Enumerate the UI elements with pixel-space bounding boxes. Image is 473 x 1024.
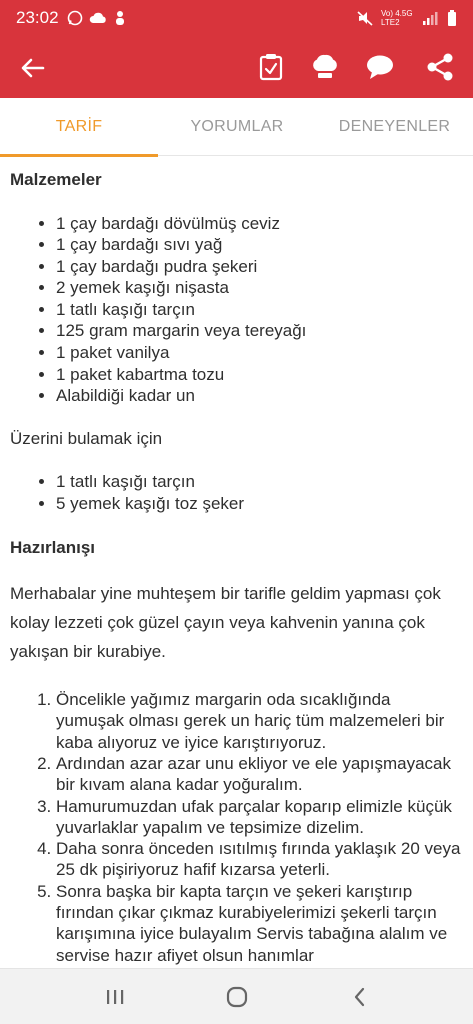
topping-list <box>10 471 463 514</box>
ingredient-item: • 1 paket kabartma tozu <box>56 364 463 386</box>
ingredients-list <box>10 213 463 407</box>
tab-label: DENEYENLER <box>338 118 451 135</box>
signal-icon <box>422 11 440 25</box>
topping-heading: Üzerini bulamak için <box>10 428 163 448</box>
step-item: 5. Sonra başka bir kapta tarçın ve şekeri karıştırıp fırından çıkar çıkmaz kurabiyelerimizi şekerli tarçın karışımına iyice bulayalım Servis tabağına alalım ve servise hazır afiyet olsun hanımlar <box>56 881 463 966</box>
home-icon[interactable] <box>223 983 251 1011</box>
steps-list <box>10 689 463 966</box>
ingredient-item: • 1 çay bardağı pudra şekeri <box>56 256 463 278</box>
cloud-icon <box>89 11 107 25</box>
system-nav-bar <box>0 968 473 1024</box>
network-label: Vo) 4.5G LTE2 <box>381 9 413 27</box>
topping-item: • 5 yemek kaşığı toz şeker <box>56 493 463 515</box>
tab-bar <box>0 98 473 156</box>
tab-yorumlar[interactable] <box>158 98 316 156</box>
notification-icons <box>67 10 127 26</box>
back-icon[interactable] <box>346 983 374 1011</box>
recipe-intro: Merhabalar yine muhteşem bir tarifle geldim yapması çok kolay lezzeti çok güzel çayın veya kahvenin yanına çok yakışan bir kurabiye. <box>10 584 441 662</box>
tab-label: TARİF <box>55 118 103 135</box>
ingredient-item: • Alabildiği kadar un <box>56 385 463 407</box>
checklist-icon[interactable] <box>255 51 287 83</box>
recipe-content[interactable] <box>0 156 473 968</box>
ingredients-heading: Malzemeler <box>10 170 102 189</box>
arrow-left-icon[interactable] <box>18 53 48 83</box>
ingredient-item: • 125 gram margarin veya tereyağı <box>56 320 463 342</box>
mute-icon <box>356 10 374 26</box>
ingredient-item: • 1 çay bardağı dövülmüş ceviz <box>56 213 463 235</box>
status-time: 23:02 <box>16 8 59 27</box>
tab-deneyenler[interactable] <box>316 98 473 156</box>
status-bar <box>0 0 473 36</box>
tab-tarif[interactable] <box>0 98 158 156</box>
step-item: 4. Daha sonra önceden ısıtılmış fırında yaklaşık 20 veya 25 dk pişiriyoruz hafif kızarsa yeterli. <box>56 838 463 881</box>
battery-icon <box>447 10 457 26</box>
comment-icon[interactable] <box>364 51 396 83</box>
chef-hat-icon[interactable] <box>309 51 341 83</box>
step-item: 1. Öncelikle yağımız margarin oda sıcaklığında yumuşak olması gerek un hariç tüm malzemeleri bir kaba alıyoruz ve iyice karıştırıyoruz. <box>56 689 463 753</box>
tab-label: YORUMLAR <box>190 118 284 135</box>
ingredient-item: • 1 paket vanilya <box>56 342 463 364</box>
ingredient-item: • 2 yemek kaşığı nişasta <box>56 277 463 299</box>
ingredient-item: • 1 tatlı kaşığı tarçın <box>56 299 463 321</box>
whatsapp-icon <box>67 10 83 26</box>
recents-icon[interactable] <box>101 983 129 1011</box>
share-icon[interactable] <box>424 51 456 83</box>
app-notification-icon <box>113 10 127 26</box>
preparation-heading: Hazırlanışı <box>10 537 96 557</box>
step-item: 2. Ardından azar azar unu ekliyor ve ele yapışmayacak bir kıvam alana kadar yoğuralım. <box>56 753 463 796</box>
step-item: 3. Hamurumuzdan ufak parçalar koparıp elimizle küçük yuvarlaklar yapalım ve tepsimize dizelim. <box>56 796 463 839</box>
topping-item: • 1 tatlı kaşığı tarçın <box>56 471 463 493</box>
ingredient-item: • 1 çay bardağı sıvı yağ <box>56 234 463 256</box>
app-bar <box>0 36 473 98</box>
system-status-icons <box>356 9 457 27</box>
